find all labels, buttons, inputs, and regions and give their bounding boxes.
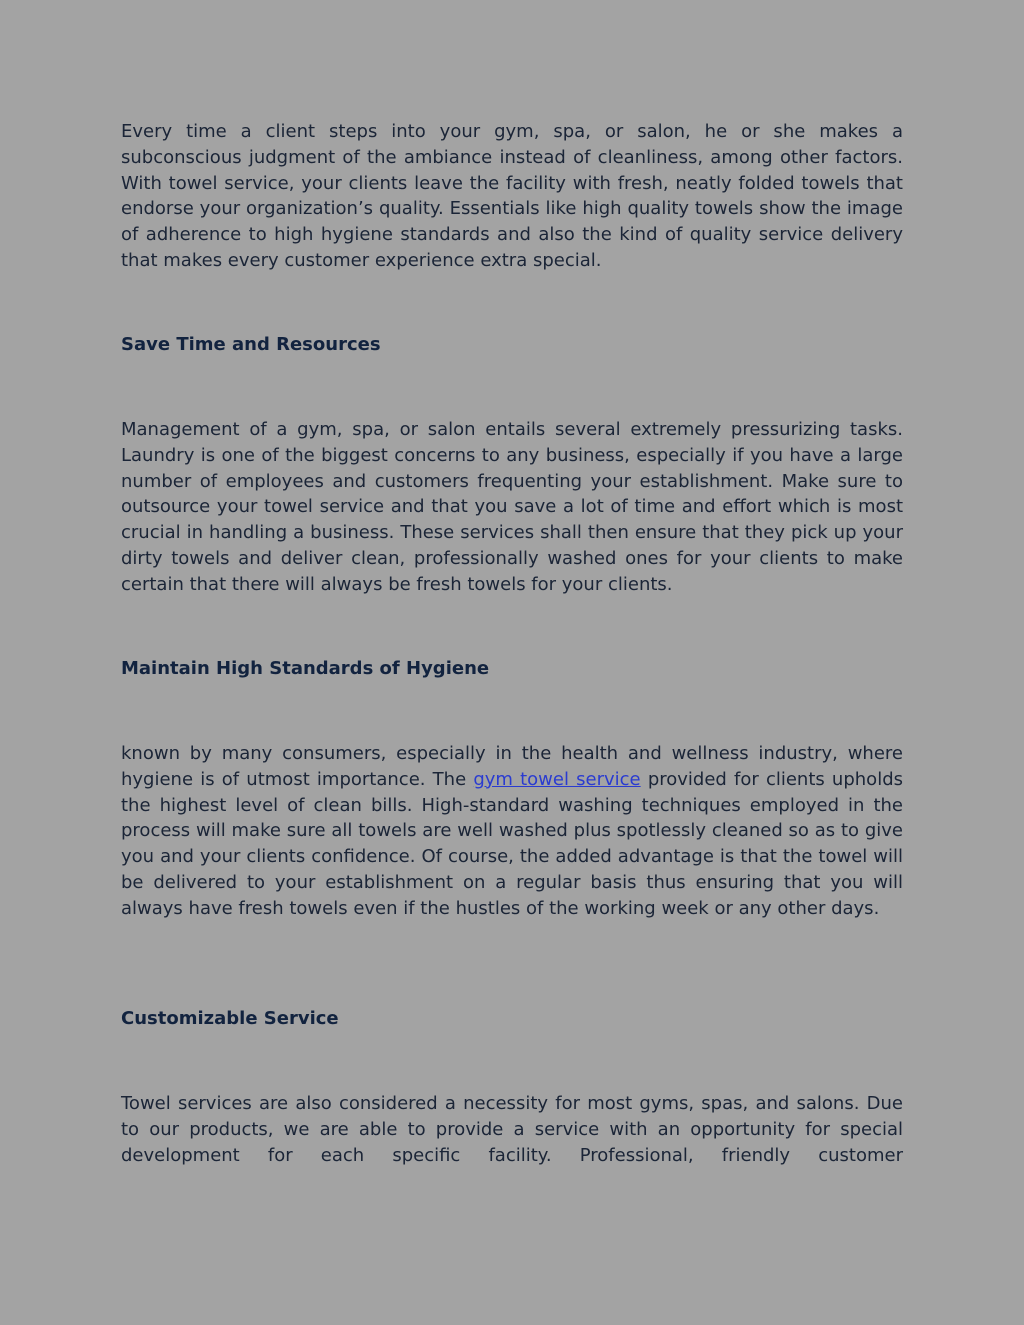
hygiene-text-after-link: provided for clients upholds the highest level of clean bills. High-standard washing techniques employed in the process will make sure all towels are well washed plus spotlessly cleaned so as to give you and your clients confidence. Of course, the added advantage is that the towel will be delivered to your establishment on a regular basis thus ensuring that you will always have fresh towels even if the hustles of the working week or any other days. — [121, 768, 903, 919]
heading-hygiene: Maintain High Standards of Hygiene — [121, 658, 490, 679]
save-time-paragraph: Management of a gym, spa, or salon entails several extremely pressurizing tasks. Laundry is one of the biggest concerns to any business, especially if you have a large number of employees and customers frequenting your establishment. Make sure to outsource your towel service and that you save a lot of time and effort which is most crucial in handling a business. These services shall then ensure that they pick up your dirty towels and deliver clean, professionally washed ones for your clients to make certain that there will always be fresh towels for your clients. — [121, 419, 903, 595]
hygiene-paragraph — [121, 741, 903, 922]
gym-towel-service-link[interactable]: gym towel service — [473, 768, 641, 790]
intro-paragraph: Every time a client steps into your gym, spa, or salon, he or she makes a subconscious judgment of the ambiance instead of cleanliness, among other factors. With towel service, your clients leave the facility with fresh, neatly folded towels that endorse your organization’s quality. Essentials like high quality towels show the image of adherence to high hygiene standards and also the kind of quality service delivery that makes every customer experience extra special. — [121, 121, 903, 271]
heading-customizable-service: Customizable Service — [121, 1008, 339, 1029]
customizable-service-paragraph: Towel services are also considered a necessity for most gyms, spas, and salons. Due to our products, we are able to provide a service with an opportunity for special development for each specific facility. Professional, friendly customer — [121, 1093, 903, 1166]
heading-save-time: Save Time and Resources — [121, 334, 381, 355]
hygiene-text-before-link: known by many consumers, especially in the health and wellness industry, where hygiene is of utmost importance. The — [121, 743, 903, 790]
